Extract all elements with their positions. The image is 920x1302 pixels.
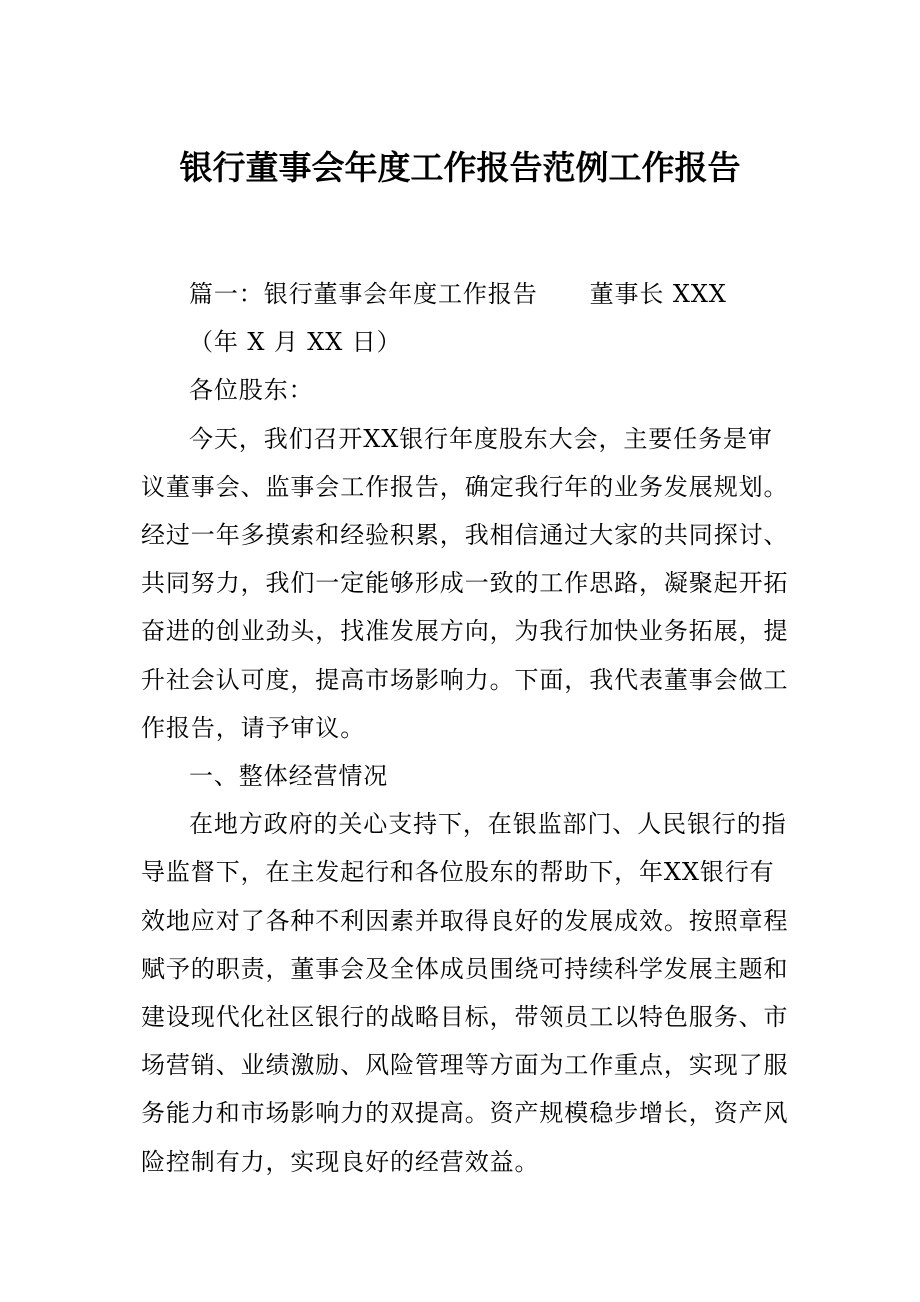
subtitle-line bbox=[141, 270, 797, 318]
document-body bbox=[141, 270, 797, 1186]
document-title: 银行董事会年度工作报告范例工作报告 bbox=[179, 148, 741, 187]
intro-paragraph: 今天，我们召开XX银行年度股东大会，主要任务是审议董事会、监事会工作报告，确定我行年的业务发展规划。经过一年多摸索和经验积累，我相信通过大家的共同探讨、共同努力，我们一定能够形成一致的工作思路，凝聚起开拓奋进的创业劲头，找准发展方向，为我行加快业务拓展，提升社会认可度，提高市场影响力。下面，我代表董事会做工作报告，请予审议。 bbox=[141, 424, 789, 742]
report-author: 董事长 XXX bbox=[589, 280, 727, 308]
section-heading: 一、整体经营情况 bbox=[189, 762, 389, 791]
report-date: （年 X 月 XX 日） bbox=[189, 328, 402, 357]
operations-paragraph: 在地方政府的关心支持下，在银监部门、人民银行的指导监督下，在主发起行和各位股东的帮助下，年XX银行有效地应对了各种不利因素并取得良好的发展成效。按照章程赋予的职责，董事会及全体成员围绕可持续科学发展主题和建设现代化社区银行的战略目标，带领员工以特色服务、市场营销、业绩激励、风险管理等方面为工作重点，实现了服务能力和市场影响力的双提高。资产规模稳步增长，资产风险控制有力，实现良好的经营效益。 bbox=[141, 810, 789, 1176]
report-subtitle: 篇一：银行董事会年度工作报告 bbox=[189, 280, 538, 308]
salutation: 各位股东： bbox=[189, 376, 314, 405]
